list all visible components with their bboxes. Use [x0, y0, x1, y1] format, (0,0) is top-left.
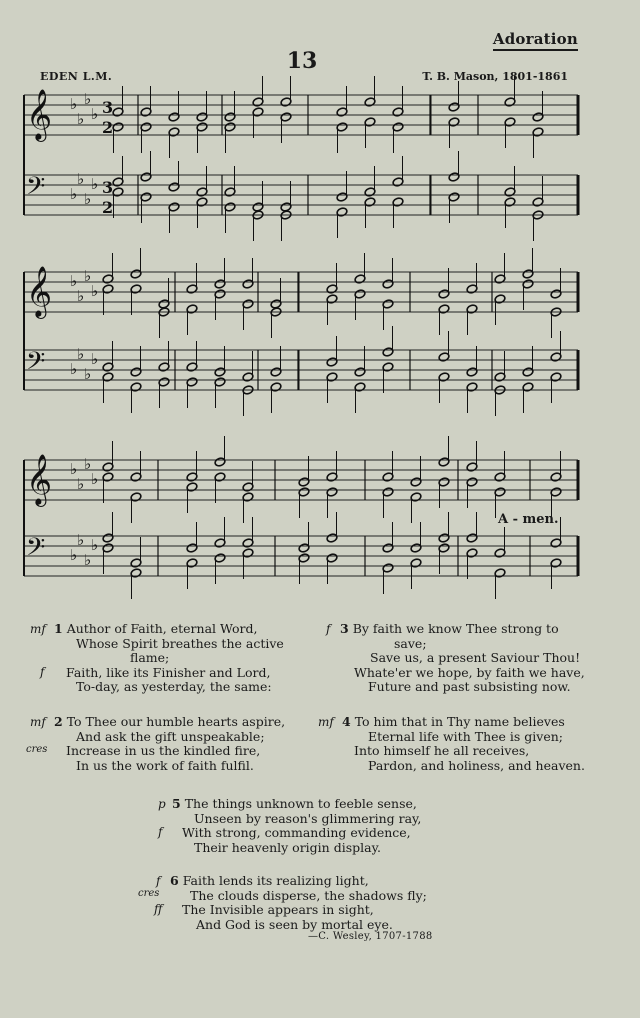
verse-line: The Invisible appears in sight, [182, 902, 374, 918]
dynamic-marking: ff [154, 902, 163, 916]
time-signature-bottom: 2 [102, 118, 114, 137]
verse-line: flame; [130, 650, 170, 666]
verse-line: To-day, as yesterday, the same: [76, 679, 272, 695]
verse-line: To Thee our humble hearts aspire, [66, 714, 286, 729]
verse-number: 4 [342, 714, 351, 729]
flat-icon: ♭ [77, 110, 85, 128]
dynamic-marking: cres [26, 744, 48, 755]
flat-icon: ♭ [70, 360, 78, 378]
treble-clef-icon: 𝄞 [26, 266, 53, 317]
verse-line: Faith, like its Finisher and Lord, [66, 664, 271, 680]
flat-icon: ♭ [77, 345, 85, 363]
composer-credit: T. B. Mason, 1801-1861 [422, 70, 568, 83]
flat-icon: ♭ [91, 105, 99, 123]
flat-icon: ♭ [84, 551, 92, 569]
verse-line: Whose Spirit breathes the active [76, 635, 284, 651]
verse-line: With strong, commanding evidence, [182, 825, 411, 841]
dynamic-marking: mf [318, 715, 334, 729]
bass-clef-icon: 𝄢 [26, 347, 46, 382]
flat-icon: ♭ [91, 350, 99, 368]
verse-line: By faith we know Thee strong to [352, 621, 559, 636]
verse-line: Future and past subsisting now. [368, 679, 571, 695]
flat-icon: ♭ [84, 90, 92, 108]
verse-line: Eternal life with Thee is given; [368, 728, 563, 744]
flat-icon: ♭ [91, 536, 99, 554]
dynamic-marking: mf [30, 622, 46, 636]
verse-line: And ask the gift unspeakable; [76, 728, 265, 744]
amen-label: A - men. [498, 512, 559, 527]
verse-2 [54, 715, 285, 773]
flat-icon: ♭ [70, 546, 78, 564]
verse-line: In us the work of faith fulfil. [76, 757, 254, 773]
verse-number: 3 [340, 621, 349, 636]
verse-line: The clouds disperse, the shadows fly; [190, 887, 427, 903]
flat-icon: ♭ [91, 470, 99, 488]
verse-1 [54, 622, 284, 695]
treble-clef-icon: 𝄞 [26, 454, 53, 505]
flat-icon: ♭ [77, 170, 85, 188]
verse-line: Into himself he all receives, [354, 743, 530, 759]
flat-icon: ♭ [84, 267, 92, 285]
flat-icon: ♭ [70, 272, 78, 290]
dynamic-marking: f [158, 825, 163, 839]
verse-line: Increase in us the kindled fire, [66, 743, 261, 759]
flat-icon: ♭ [91, 175, 99, 193]
bass-clef-icon: 𝄢 [26, 172, 46, 207]
flat-icon: ♭ [70, 185, 78, 203]
time-signature-top: 3 [102, 98, 114, 117]
verse-number: 1 [54, 621, 63, 636]
verse-line: Their heavenly origin display. [194, 839, 381, 855]
verse-number: 2 [54, 714, 63, 729]
verse-line: The things unknown to feeble sense, [184, 796, 417, 811]
flat-icon: ♭ [70, 95, 78, 113]
flat-icon: ♭ [84, 190, 92, 208]
dynamic-marking: cres [138, 888, 160, 899]
verse-5 [172, 797, 421, 855]
flat-icon: ♭ [77, 531, 85, 549]
verse-line: Whate'er we hope, by faith we have, [354, 664, 585, 680]
verse-number: 5 [172, 796, 181, 811]
flat-icon: ♭ [84, 455, 92, 473]
flat-icon: ♭ [91, 282, 99, 300]
dynamic-marking: mf [30, 715, 46, 729]
treble-clef-icon: 𝄞 [26, 89, 53, 140]
section-heading: Adoration [493, 30, 578, 51]
time-signature-top: 3 [102, 178, 114, 197]
verse-line: Unseen by reason's glimmering ray, [194, 810, 422, 826]
dynamic-marking: f [156, 874, 161, 888]
text-author-credit: —C. Wesley, 1707-1788 [308, 931, 433, 942]
verse-3 [340, 622, 585, 695]
verse-line: Faith lends its realizing light, [182, 873, 369, 888]
verse-line: And God is seen by mortal eye. [196, 916, 393, 932]
flat-icon: ♭ [77, 475, 85, 493]
dynamic-marking: f [40, 665, 45, 679]
verse-line: save; [394, 635, 427, 651]
verse-4 [342, 715, 585, 773]
tune-name: EDEN L.M. [40, 70, 113, 83]
flat-icon: ♭ [77, 287, 85, 305]
verse-line: Save us, a present Saviour Thou! [370, 650, 581, 666]
dynamic-marking: p [158, 797, 166, 811]
bass-clef-icon: 𝄢 [26, 533, 46, 568]
verse-line: To him that in Thy name believes [354, 714, 565, 729]
time-signature-bottom: 2 [102, 198, 114, 217]
hymn-number: 13 [286, 48, 318, 74]
verse-6 [170, 874, 427, 932]
verse-number: 6 [170, 873, 179, 888]
verse-line: Author of Faith, eternal Word, [66, 621, 258, 636]
verse-line: Pardon, and holiness, and heaven. [368, 757, 585, 773]
dynamic-marking: f [326, 622, 331, 636]
flat-icon: ♭ [70, 460, 78, 478]
flat-icon: ♭ [84, 365, 92, 383]
